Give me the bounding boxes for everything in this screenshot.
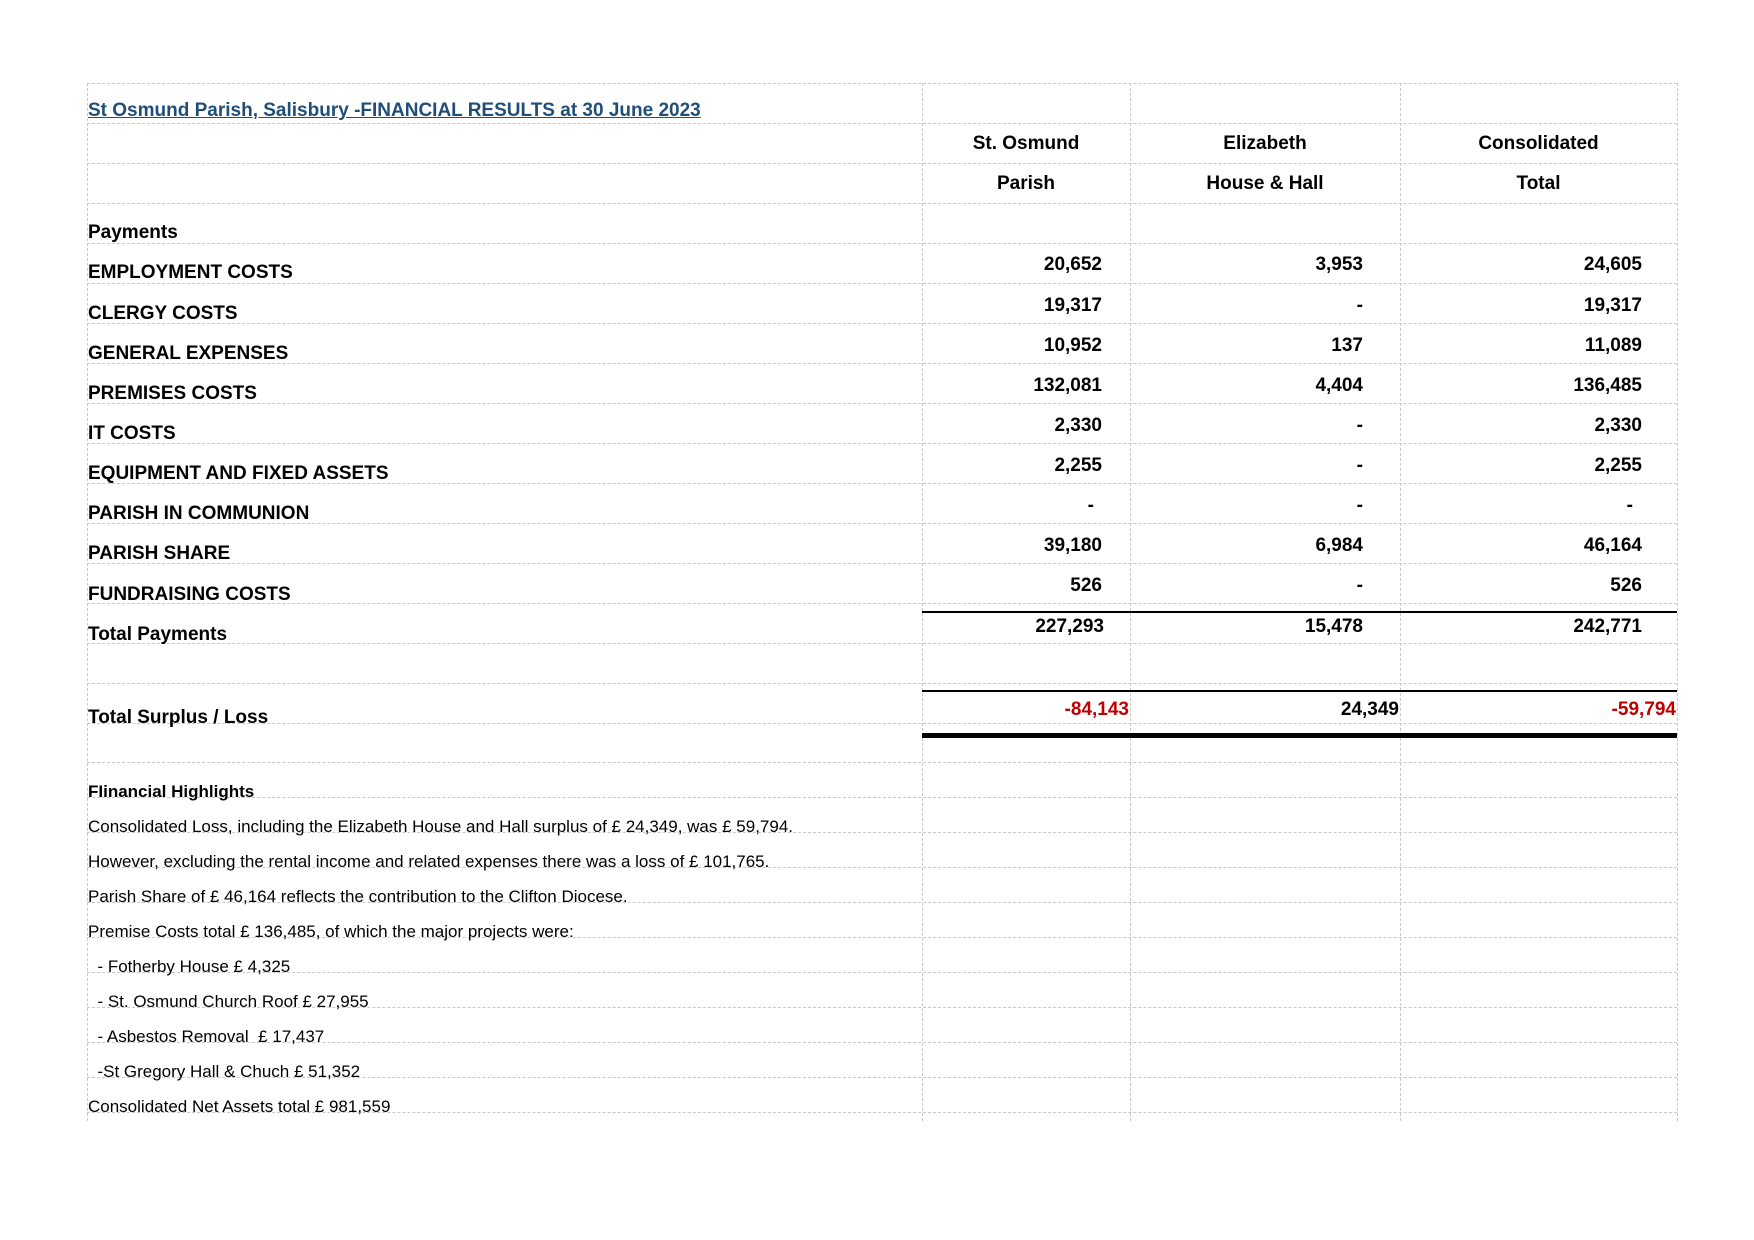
row-value-elizabeth: 6,984 [1315, 535, 1363, 556]
grid-line [1677, 83, 1678, 1121]
row-value-elizabeth: - [1356, 575, 1363, 596]
row-value-st-osmund: 39,180 [1043, 535, 1102, 556]
row-value-consolidated: 136,485 [1573, 375, 1642, 396]
highlight-line: Consolidated Loss, including the Elizabeth House and Hall surplus of £ 24,349, was £ 59,794. [88, 817, 794, 836]
grid-line [87, 243, 1677, 244]
grid-line [87, 83, 1677, 84]
grid-line [922, 83, 923, 1121]
grid-line [87, 972, 1677, 973]
grid-line [87, 643, 1677, 644]
row-value-st-osmund: - [1087, 495, 1094, 516]
section-label-payments: Payments [88, 222, 178, 243]
total-payments-st-osmund: 227,293 [1035, 616, 1104, 637]
row-label: EMPLOYMENT COSTS [88, 262, 293, 283]
row-value-consolidated: 526 [1610, 575, 1642, 596]
total-payments-label: Total Payments [88, 624, 228, 645]
surplus-double-rule [922, 733, 1677, 738]
row-label: PARISH IN COMMUNION [88, 503, 310, 524]
row-value-elizabeth: - [1356, 495, 1363, 516]
total-payments-rule [922, 611, 1677, 613]
row-value-elizabeth: 3,953 [1315, 254, 1363, 275]
highlight-line: - Asbestos Removal £ 17,437 [88, 1027, 325, 1046]
surplus-elizabeth: 24,349 [1340, 699, 1399, 720]
surplus-loss-label: Total Surplus / Loss [88, 707, 269, 728]
row-value-st-osmund: 10,952 [1043, 335, 1102, 356]
row-label: GENERAL EXPENSES [88, 343, 289, 364]
row-value-elizabeth: - [1356, 295, 1363, 316]
col-header-st-osmund-line1: St. Osmund [972, 133, 1080, 154]
row-value-consolidated: 19,317 [1583, 295, 1642, 316]
row-value-st-osmund: 526 [1070, 575, 1102, 596]
row-label: CLERGY COSTS [88, 303, 238, 324]
row-label: PREMISES COSTS [88, 383, 257, 404]
row-label: PARISH SHARE [88, 543, 231, 564]
page-title: St Osmund Parish, Salisbury -FINANCIAL RESULTS at 30 June 2023 [88, 100, 701, 121]
row-value-elizabeth: - [1356, 455, 1363, 476]
grid-line [87, 123, 1677, 124]
row-value-elizabeth: 137 [1331, 335, 1363, 356]
row-value-consolidated: - [1626, 495, 1633, 516]
col-header-elizabeth-line1: Elizabeth [1223, 133, 1307, 154]
grid-line [87, 683, 1677, 684]
grid-line [1400, 83, 1401, 1121]
grid-line [87, 723, 1677, 724]
row-value-consolidated: 2,255 [1594, 455, 1642, 476]
col-header-elizabeth-line2: House & Hall [1206, 173, 1324, 194]
row-value-consolidated: 2,330 [1594, 415, 1642, 436]
row-value-st-osmund: 132,081 [1033, 375, 1102, 396]
row-label: FUNDRAISING COSTS [88, 584, 291, 605]
grid-line [1130, 83, 1131, 1121]
highlight-line: However, excluding the rental income and related expenses there was a loss of £ 101,765. [88, 852, 770, 871]
col-header-st-osmund-line2: Parish [996, 173, 1056, 194]
row-value-st-osmund: 2,330 [1054, 415, 1102, 436]
surplus-st-osmund: -84,143 [1064, 699, 1129, 720]
grid-line [87, 603, 1677, 604]
row-label: IT COSTS [88, 423, 176, 444]
grid-line [87, 797, 1677, 798]
row-value-consolidated: 46,164 [1583, 535, 1642, 556]
grid-line [87, 323, 1677, 324]
surplus-top-rule [922, 690, 1677, 692]
grid-line [87, 363, 1677, 364]
total-payments-elizabeth: 15,478 [1304, 616, 1363, 637]
row-label: EQUIPMENT AND FIXED ASSETS [88, 463, 389, 484]
grid-line [87, 403, 1677, 404]
grid-line [87, 563, 1677, 564]
highlights-heading: FIinancial Highlights [88, 782, 255, 801]
row-value-consolidated: 11,089 [1584, 335, 1642, 356]
row-value-elizabeth: 4,404 [1315, 375, 1363, 396]
surplus-consolidated: -59,794 [1611, 699, 1676, 720]
highlight-line: Premise Costs total £ 136,485, of which the major projects were: [88, 922, 574, 941]
grid-line [87, 762, 1677, 763]
col-header-consolidated-line2: Total [1516, 173, 1561, 194]
grid-line [87, 1042, 1677, 1043]
highlight-line: - Fotherby House £ 4,325 [88, 957, 291, 976]
row-value-elizabeth: - [1356, 415, 1363, 436]
highlight-line: Parish Share of £ 46,164 reflects the contribution to the Clifton Diocese. [88, 887, 628, 906]
row-value-st-osmund: 19,317 [1043, 295, 1102, 316]
row-value-st-osmund: 2,255 [1054, 455, 1102, 476]
col-header-consolidated-line1: Consolidated [1478, 133, 1599, 154]
highlight-line: -St Gregory Hall & Chuch £ 51,352 [88, 1062, 361, 1081]
highlight-line: - St. Osmund Church Roof £ 27,955 [88, 992, 369, 1011]
grid-line [87, 443, 1677, 444]
grid-line [87, 163, 1677, 164]
row-value-consolidated: 24,605 [1583, 254, 1642, 275]
grid-line [87, 283, 1677, 284]
grid-line [87, 523, 1677, 524]
row-value-st-osmund: 20,652 [1043, 254, 1102, 275]
total-payments-consolidated: 242,771 [1573, 616, 1642, 637]
grid-line [87, 203, 1677, 204]
highlight-line: Consolidated Net Assets total £ 981,559 [88, 1097, 391, 1116]
